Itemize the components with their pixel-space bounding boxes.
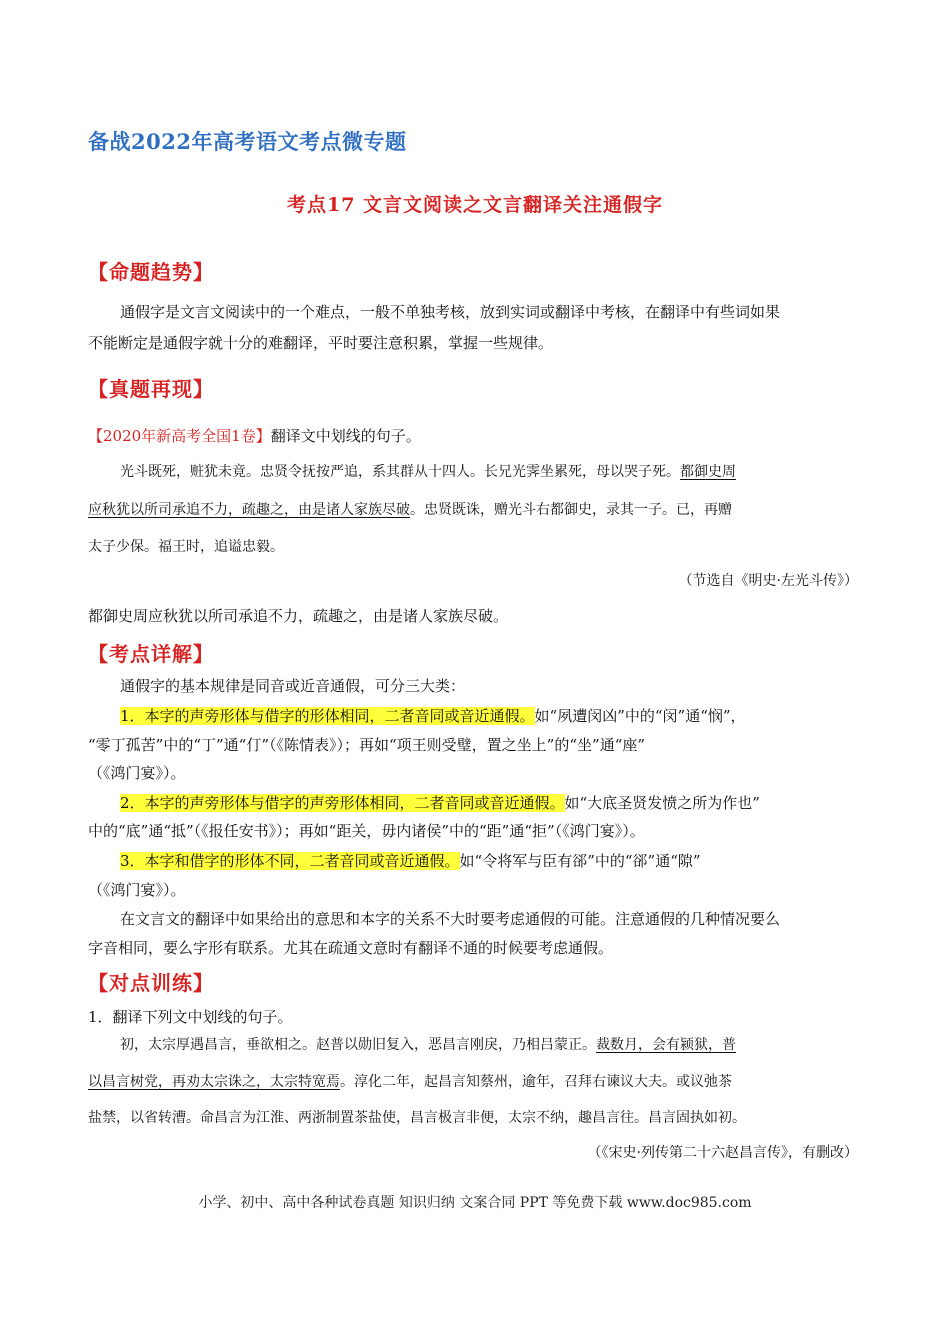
page-footer: 小学、初中、高中各种试卷真题 知识归纳 文案合同 PPT 等免费下载 www.doc985.com bbox=[198, 1195, 752, 1211]
rule-2-highlight: 2．本字的声旁形体与借字的声旁形体相同，二者音同或音近通假。 bbox=[120, 794, 565, 812]
section-heading-training: 【对点训练】 bbox=[88, 971, 214, 995]
trend-line-1: 通假字是文言文阅读中的一个难点，一般不单独考核，放到实词或翻译中考核，在翻译中有些词如果 bbox=[120, 303, 781, 321]
real-instruction: 翻译文中划线的句子。 bbox=[270, 427, 421, 445]
underlined-sentence: 应秋犹以所司承追不力，疏趣之，由是诸人家族尽破 bbox=[88, 502, 410, 518]
passage-line-2 bbox=[88, 499, 732, 521]
answer-sentence: 都御史周应秋犹以所司承追不力，疏趣之，由是诸人家族尽破。 bbox=[88, 607, 509, 625]
section-heading-real: 【真题再现】 bbox=[88, 377, 214, 401]
passage-text: 。忠贤既诛，赠光斗右都御史，录其一子。已，再赠 bbox=[410, 502, 732, 518]
series-title: 备战2022年高考语文考点微专题 bbox=[88, 129, 407, 154]
rule-1 bbox=[120, 705, 746, 727]
training-passage-line-2 bbox=[88, 1071, 732, 1093]
underlined-sentence: 裁数月，会有颍狱，普 bbox=[596, 1037, 736, 1053]
rule-3-example: 如“令将军与臣有郤”中的“郤”通“隙” bbox=[459, 852, 701, 870]
detail-intro: 通假字的基本规律是同音或近音通假，可分三大类： bbox=[120, 677, 466, 695]
passage-line-1 bbox=[120, 461, 736, 483]
rule-1-line-2: “零丁孤苦”中的“丁”通“仃”（《陈情表》）；再如“项王则受璧，置之坐上”的“坐”通“座” bbox=[88, 736, 646, 754]
summary-line-1: 在文言文的翻译中如果给出的意思和本字的关系不大时要考虑通假的可能。注意通假的几种情况要么 bbox=[120, 910, 781, 928]
rule-1-line-3: （《鸿门宴》）。 bbox=[88, 764, 186, 782]
rule-1-example: 如“夙遭闵凶”中的“闵”通“悯”， bbox=[534, 707, 746, 725]
training-passage-source: （《宋史·列传第二十六赵昌言传》，有删改） bbox=[587, 1145, 858, 1161]
passage-source: （节选自《明史·左光斗传》） bbox=[678, 573, 858, 589]
section-heading-detail: 【考点详解】 bbox=[88, 642, 214, 666]
page-title: 考点17 文言文阅读之文言翻译关注通假字 bbox=[286, 194, 664, 216]
training-passage-line-3: 盐禁，以省转漕。命昌言为江淮、两浙制置茶盐使，昌言极言非便，太宗不纳，趣昌言往。昌言固执如初。 bbox=[88, 1110, 746, 1126]
exam-source-tag: 【2020年新高考全国1卷】 bbox=[88, 427, 271, 445]
underlined-sentence: 都御史周 bbox=[680, 464, 736, 480]
training-question-1: 1．翻译下列文中划线的句子。 bbox=[88, 1008, 293, 1026]
rule-2 bbox=[120, 792, 760, 814]
training-passage-line-1 bbox=[120, 1034, 736, 1056]
rule-2-example: 如“大底圣贤发愤之所为作也” bbox=[564, 794, 760, 812]
real-question-line bbox=[88, 425, 421, 447]
trend-line-2: 不能断定是通假字就十分的难翻译，平时要注意积累，掌握一些规律。 bbox=[88, 334, 554, 352]
rule-2-line-2: 中的“底”通“抵”（《报任安书》）；再如“距关，毋内诸侯”中的“距”通“拒”（《鸿门宴》）。 bbox=[88, 822, 645, 840]
passage-text: 。淳化二年，起昌言知蔡州，逾年，召拜右谏议大夫。或议弛茶 bbox=[340, 1074, 732, 1090]
rule-1-highlight: 1．本字的声旁形体与借字的形体相同，二者音同或音近通假。 bbox=[120, 707, 535, 725]
rule-3-highlight: 3．本字和借字的形体不同，二者音同或音近通假。 bbox=[120, 852, 460, 870]
passage-text: 光斗既死，赃犹未竟。忠贤令抚按严追，系其群从十四人。长兄光霁坐累死，母以哭子死。 bbox=[120, 464, 680, 480]
passage-line-3: 太子少保。福王时，追谥忠毅。 bbox=[88, 539, 284, 555]
section-heading-trend: 【命题趋势】 bbox=[88, 260, 214, 284]
passage-text: 初，太宗厚遇昌言，垂欲相之。赵普以勋旧复入，恶昌言刚戾，乃相吕蒙正。 bbox=[120, 1037, 596, 1053]
underlined-sentence: 以昌言树党，再劝太宗诛之，太宗特宽焉 bbox=[88, 1074, 340, 1090]
summary-line-2: 字音相同，要么字形有联系。尤其在疏通文意时有翻译不通的时候要考虑通假。 bbox=[88, 939, 614, 957]
rule-3-line-2: （《鸿门宴》）。 bbox=[88, 881, 186, 899]
rule-3 bbox=[120, 850, 701, 872]
